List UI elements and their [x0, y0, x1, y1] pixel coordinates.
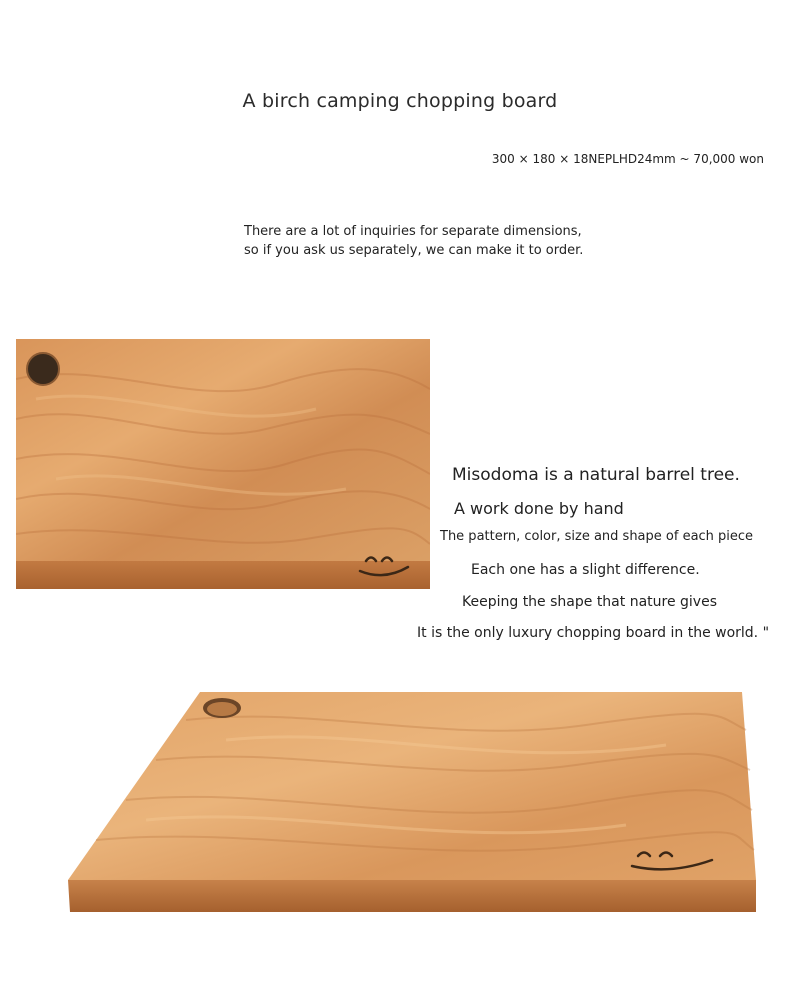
description-line-6: It is the only luxury chopping board in the world. ": [417, 625, 770, 641]
notice-line-2: so if you ask us separately, we can make it to order.: [244, 243, 584, 258]
product-spec-price: 300 × 180 × 18NEPLHD24mm ~ 70,000 won: [491, 152, 764, 166]
custom-order-notice: [244, 222, 583, 260]
description-line-1: Misodoma is a natural barrel tree.: [452, 465, 740, 485]
page-title: A birch camping chopping board: [242, 90, 558, 112]
description-line-4: Each one has a slight difference.: [471, 562, 700, 578]
description-line-5: Keeping the shape that nature gives: [462, 594, 717, 610]
board-photo-angled-view: [66, 690, 760, 916]
notice-line-1: There are a lot of inquiries for separate dimensions,: [244, 224, 582, 239]
description-line-2: A work done by hand: [454, 499, 624, 518]
board-photo-top-view: [16, 339, 430, 589]
description-line-3: The pattern, color, size and shape of each piece: [440, 529, 754, 544]
